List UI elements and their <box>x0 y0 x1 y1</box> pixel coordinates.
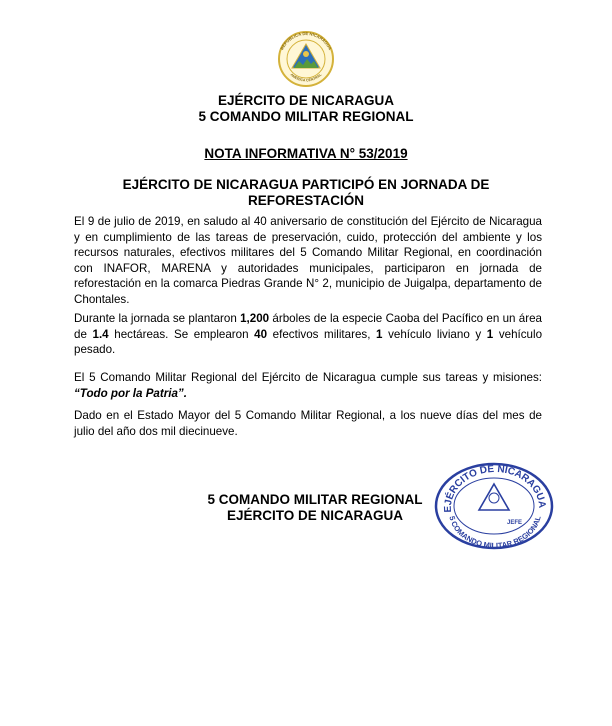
troops-count: 40 <box>254 327 268 341</box>
p2-text-c: árboles de la especie Caoba del Pacífico en un área de <box>74 312 542 341</box>
stamp-bottom-text: 5 COMANDO MILITAR REGIONAL <box>447 515 543 551</box>
p2-text-e: hectáreas. Se emplearon <box>108 327 255 341</box>
p2-text-g: efectivos militares, <box>267 327 377 341</box>
document-title-line1: EJÉRCITO DE NICARAGUA PARTICIPÓ EN JORNADA DE <box>122 177 490 192</box>
signature-institution: EJÉRCITO DE NICARAGUA <box>226 508 404 523</box>
heavy-vehicle-count: 1 <box>486 327 494 341</box>
stamp-jefe-label: JEFE <box>507 520 523 526</box>
light-vehicle-count: 1 <box>376 327 383 341</box>
p2-text-k: vehículo pesado. <box>74 327 543 357</box>
document-title-line2: REFORESTACIÓN <box>247 193 364 208</box>
seal-ring-bottom-text: AMERICA CENTRAL <box>289 72 323 83</box>
p2-text-i: vehículo liviano y <box>382 327 487 341</box>
header-institution: EJÉRCITO DE NICARAGUA <box>217 93 395 108</box>
coat-of-arms-seal <box>271 30 341 88</box>
motto: “Todo por la Patria”. <box>74 386 187 400</box>
svg-text:EJÉRCITO DE NICARAGUA <box>443 464 548 513</box>
paragraph-dated: Dado en el Estado Mayor del 5 Comando Militar Regional, a los nueve días del mes de julio del año dos mil diecinueve. <box>74 409 542 438</box>
paragraph-context: El 9 de julio de 2019, en saludo al 40 aniversario de constitución del Ejército de Nicaragua y en cumplimiento de las tareas de preservación, cuido, protección del ambiente y los recursos naturales, efectivos militares del 5 Comando Militar Regional, en coordinación con INAFOR, MARENA y autoridades municipales, participaron en jornada de reforestación en la comarca Piedras Grande N° 2, municipio de Juigalpa, departamento de Chontales. <box>74 215 542 306</box>
stamp-top-text: EJÉRCITO DE NICARAGUA <box>442 463 548 513</box>
seal-ring-top-text: REPUBLICA DE NICARAGUA <box>279 30 333 51</box>
paragraph-details <box>74 311 542 358</box>
paragraph-mission <box>74 370 542 401</box>
official-stamp <box>431 460 557 552</box>
header-command: 5 COMANDO MILITAR REGIONAL <box>198 109 414 124</box>
nota-informativa-number: NOTA INFORMATIVA N° 53/2019 <box>204 146 408 161</box>
p3-text: El 5 Comando Militar Regional del Ejército de Nicaragua cumple sus tareas y misiones: <box>74 371 542 384</box>
area-hectares: 1.4 <box>92 327 109 341</box>
trees-count: 1,200 <box>240 312 270 325</box>
p2-text-a: Durante la jornada se plantaron <box>74 312 241 325</box>
signature-command: 5 COMANDO MILITAR REGIONAL <box>207 492 423 507</box>
